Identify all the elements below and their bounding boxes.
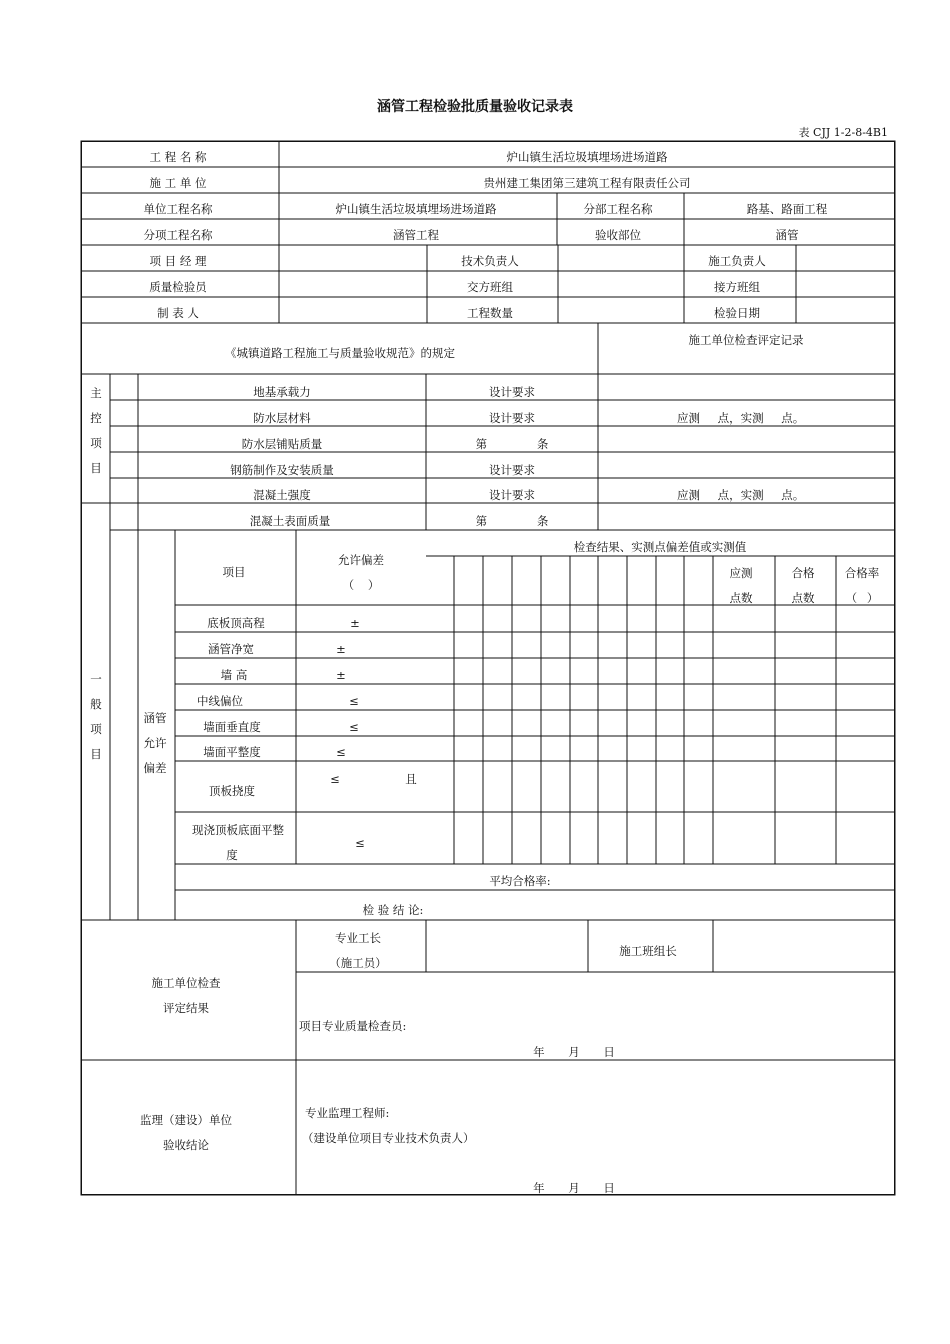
supervision-label: 监理（建设）单位 (140, 1113, 232, 1127)
avg-pass-rate: 平均合格率: (489, 874, 551, 888)
pass-rate-header: （ ） (845, 591, 879, 605)
general-group-char: 项 (90, 722, 102, 736)
handover-team-label: 交方班组 (467, 280, 513, 294)
pm-label: 项 目 经 理 (149, 254, 207, 268)
pass-rate-header: 合格率 (844, 566, 880, 580)
foreman-label: （施工员） (329, 956, 387, 970)
general-group-char: 般 (90, 697, 102, 711)
main-item-name: 钢筋制作及安装质量 (230, 463, 334, 477)
unit-project-value: 炉山镇生活垃圾填埋场进场道路 (335, 202, 497, 216)
project-name-value: 炉山镇生活垃圾填埋场进场道路 (506, 150, 668, 164)
subitem-label: 分项工程名称 (143, 228, 213, 242)
division-value: 路基、路面工程 (746, 202, 828, 216)
item-header: 项目 (222, 565, 246, 579)
tech-lead-label: 技术负责人 (461, 254, 519, 268)
main-group-char: 控 (90, 411, 102, 425)
surface-quality-name: 混凝土表面质量 (249, 514, 331, 528)
tolerance-item-name: 中线偏位 (197, 694, 243, 708)
supervision-label: 验收结论 (163, 1138, 209, 1152)
main-item-req: 设计要求 (489, 463, 535, 477)
construction-check-label: 施工单位检查 (151, 976, 221, 990)
project-name-label: 工 程 名 称 (149, 150, 207, 164)
inspection-conclusion: 检 验 结 论: (362, 903, 424, 917)
pass-points-header: 合格 (791, 566, 815, 580)
receive-team-label: 接方班组 (714, 280, 760, 294)
should-points-header: 点数 (729, 591, 753, 605)
supervision-engineer: 专业监理工程师: (305, 1106, 390, 1120)
tolerance-item-name: 顶板挠度 (209, 784, 255, 798)
foreman-label: 专业工长 (335, 931, 381, 945)
main-item-req: 设计要求 (489, 488, 535, 502)
team-leader-label: 施工班组长 (619, 944, 677, 958)
general-group-char: 目 (90, 747, 102, 761)
main-item-name: 防水层材料 (253, 411, 311, 425)
subgroup-label: 涵管 (143, 711, 167, 725)
results-header: 检查结果、实测点偏差值或实测值 (573, 540, 747, 554)
general-group-char: 一 (90, 672, 102, 686)
construction-date: 年 月 日 (533, 1045, 615, 1059)
preparer-label: 制 表 人 (157, 306, 199, 320)
subitem-value: 涵管工程 (393, 228, 439, 242)
main-item-name: 混凝土强度 (253, 488, 311, 502)
main-item-record: 应测 点，实测 点。 (677, 488, 805, 502)
tolerance-item-name-cont: 度 (226, 848, 238, 862)
supervision-date: 年 月 日 (533, 1181, 615, 1195)
main-item-name: 地基承载力 (253, 385, 311, 399)
qc-inspector-label: 项目专业质量检查员: (299, 1019, 407, 1033)
inspect-part-value: 涵管 (775, 228, 799, 242)
construction-check-label: 评定结果 (163, 1001, 209, 1015)
tolerance-item-value: ≤ (336, 745, 346, 759)
tolerance-item-name: 墙 高 (220, 668, 248, 682)
tolerance-item-value: ≤ (349, 720, 359, 734)
quantity-label: 工程数量 (467, 306, 513, 320)
tolerance-item-name: 现浇顶板底面平整 (192, 823, 284, 837)
contractor-label: 施 工 单 位 (149, 176, 207, 190)
contractor-value: 贵州建工集团第三建筑工程有限责任公司 (483, 176, 691, 190)
spec-label: 《城镇道路工程施工与质量验收规范》的规定 (225, 346, 455, 360)
construction-lead-label: 施工负责人 (708, 254, 766, 268)
division-label: 分部工程名称 (583, 202, 653, 216)
record-label: 施工单位检查评定记录 (688, 333, 804, 347)
main-item-record: 应测 点，实测 点。 (677, 411, 805, 425)
main-group-char: 目 (90, 461, 102, 475)
inspect-date-label: 检验日期 (714, 306, 760, 320)
tolerance-item-value: ≤ (330, 772, 340, 786)
subgroup-label: 偏差 (143, 761, 167, 775)
unit-project-label: 单位工程名称 (143, 202, 213, 216)
subgroup-label: 允许 (143, 736, 167, 750)
tolerance-item-name: 底板顶高程 (207, 616, 265, 630)
main-item-req: 第 条 (475, 437, 549, 451)
inspect-part-label: 验收部位 (595, 228, 641, 242)
tolerance-item-value: ± (336, 642, 346, 656)
tolerance-unit: （ ） (342, 578, 380, 592)
form-code: 表 CJJ 1-2-8-4B1 (798, 126, 888, 139)
surface-quality-req: 第 条 (475, 514, 549, 528)
qc-label: 质量检验员 (149, 280, 207, 294)
main-group-char: 项 (90, 436, 102, 450)
should-points-header: 应测 (729, 566, 753, 580)
tolerance-item-name: 涵管净宽 (208, 642, 254, 656)
main-group-char: 主 (90, 386, 102, 400)
main-item-req: 设计要求 (489, 411, 535, 425)
tolerance-header: 允许偏差 (338, 553, 384, 567)
tolerance-item-extra: 且 (405, 772, 417, 786)
pass-points-header: 点数 (791, 591, 815, 605)
form-title: 涵管工程检验批质量验收记录表 (377, 99, 573, 115)
owner-tech-lead: （建设单位项目专业技术负责人） (302, 1131, 475, 1145)
tolerance-item-name: 墙面平整度 (203, 745, 261, 759)
tolerance-item-value: ± (350, 616, 360, 630)
tolerance-item-value: ± (336, 668, 346, 682)
tolerance-item-value: ≤ (349, 694, 359, 708)
tolerance-item-value: ≤ (355, 836, 365, 850)
main-item-req: 设计要求 (489, 385, 535, 399)
tolerance-item-name: 墙面垂直度 (203, 720, 261, 734)
main-item-name: 防水层铺贴质量 (241, 437, 323, 451)
